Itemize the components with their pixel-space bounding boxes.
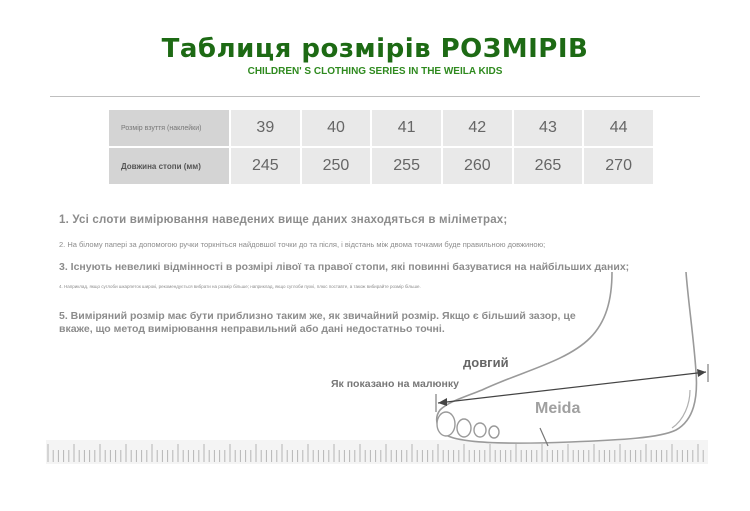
note-4: 4. Наприклад, якщо суглоби шкарпеток широкі, рекомендується вибрати на розмір більше; наприклад, якщо суглоби пухкі, плюс поставте, а також вибирайте розмір більше. xyxy=(59,284,421,289)
arrow-left-icon xyxy=(438,398,447,406)
toe xyxy=(489,426,499,438)
length-cell: 265 xyxy=(514,148,583,184)
length-cell: 260 xyxy=(443,148,512,184)
note-3: 3. Існують невеликі відмінності в розмірі лівої та правої стопи, які повинні базуватися на найбільших даних; xyxy=(59,261,630,273)
as-shown-label: Як показано на малюнку xyxy=(331,378,459,390)
ruler xyxy=(46,440,708,464)
size-cell: 42 xyxy=(443,110,512,146)
note-2: 2. На білому папері за допомогою ручки торкніться найдовшої точки до та після, і відстань між двома точками буде правильною довжиною; xyxy=(59,240,546,249)
size-cell: 43 xyxy=(514,110,583,146)
note-5: 5. Виміряний розмір має бути приблизно таким же, як звичайний розмір. Якщо є більший зазор, це вкаже, що метод вимірювання неправильний або дані недостатньо точні. xyxy=(59,310,576,335)
toe xyxy=(474,423,486,437)
page-subtitle: CHILDREN' S CLOTHING SERIES IN THE WEILA KIDS xyxy=(247,66,503,77)
row-label-shoe-size: Розмір взуття (наклейки) xyxy=(109,110,229,146)
size-cell: 41 xyxy=(372,110,441,146)
length-cell: 270 xyxy=(584,148,653,184)
length-cell: 255 xyxy=(372,148,441,184)
arrow-right-icon xyxy=(697,369,706,377)
length-cell: 250 xyxy=(302,148,371,184)
long-label: довгий xyxy=(463,355,509,370)
brand-watermark: Meida xyxy=(535,400,581,417)
size-cell: 39 xyxy=(231,110,300,146)
note-1: 1. Усі слоти вимірювання наведених вище даних знаходяться в міліметрах; xyxy=(59,214,508,226)
page-title: Таблиця розмірів РОЗМІРІВ xyxy=(161,34,589,64)
size-cell: 40 xyxy=(302,110,371,146)
big-toe xyxy=(437,412,455,436)
length-cell: 245 xyxy=(231,148,300,184)
toe xyxy=(457,419,471,437)
size-cell: 44 xyxy=(584,110,653,146)
row-label-foot-length: Довжина стопи (мм) xyxy=(109,148,229,184)
